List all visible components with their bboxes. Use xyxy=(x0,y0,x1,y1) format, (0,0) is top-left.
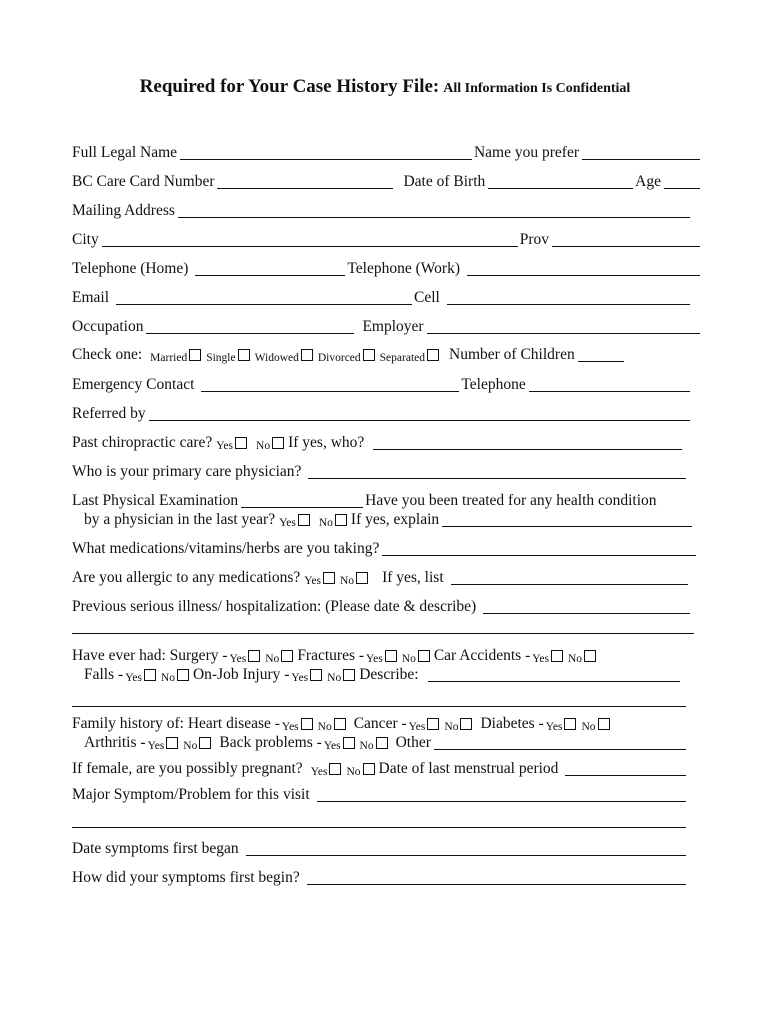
date-symptoms-field[interactable] xyxy=(246,840,686,856)
how-symptoms-field[interactable] xyxy=(307,869,686,885)
label-yes: Yes xyxy=(216,440,234,452)
cancer-yes-checkbox[interactable] xyxy=(427,718,439,730)
row-marital xyxy=(72,342,702,364)
label-last-menstrual: Date of last menstrual period xyxy=(378,760,559,777)
surgery-yes-checkbox[interactable] xyxy=(248,650,260,662)
row-date-symptoms xyxy=(72,836,702,858)
describe-line-2[interactable] xyxy=(72,706,686,707)
label-cancer: Cancer - xyxy=(353,715,407,732)
emergency-contact-field[interactable] xyxy=(201,376,459,392)
row-telephone xyxy=(72,256,702,278)
label-other: Other xyxy=(395,734,431,751)
label-widowed: Widowed xyxy=(254,352,299,364)
age-field[interactable] xyxy=(664,173,700,189)
row-arthritis xyxy=(84,730,702,752)
treated-explain-field[interactable] xyxy=(442,511,692,527)
surgery-no-checkbox[interactable] xyxy=(281,650,293,662)
label-yes: Yes xyxy=(323,740,341,752)
label-dob: Date of Birth xyxy=(403,173,486,190)
label-last-physical: Last Physical Examination xyxy=(72,492,239,509)
label-mailing-address: Mailing Address xyxy=(72,202,175,219)
label-yes: Yes xyxy=(229,653,247,665)
row-treated xyxy=(84,507,702,529)
label-married: Married xyxy=(150,352,188,364)
arthritis-yes-checkbox[interactable] xyxy=(166,737,178,749)
label-single: Single xyxy=(206,352,236,364)
label-cell: Cell xyxy=(414,289,440,306)
diabetes-yes-checkbox[interactable] xyxy=(564,718,576,730)
major-symptom-line-2[interactable] xyxy=(72,827,686,828)
car-accidents-no-checkbox[interactable] xyxy=(584,650,596,662)
diabetes-no-checkbox[interactable] xyxy=(598,718,610,730)
label-prov: Prov xyxy=(519,231,549,248)
label-no: No xyxy=(567,653,583,665)
label-emergency-contact: Emergency Contact xyxy=(72,376,195,393)
label-name-prefer: Name you prefer xyxy=(473,144,579,161)
employer-field[interactable] xyxy=(427,318,700,334)
primary-physician-field[interactable] xyxy=(308,463,686,479)
title-main: Required for Your Case History File: xyxy=(139,76,440,97)
label-no: No xyxy=(401,653,416,665)
mailing-address-field[interactable] xyxy=(178,202,690,218)
car-accidents-yes-checkbox[interactable] xyxy=(551,650,563,662)
separated-checkbox[interactable] xyxy=(427,349,439,361)
label-back-problems: Back problems - xyxy=(219,734,322,751)
allergic-no-checkbox[interactable] xyxy=(356,572,368,584)
emergency-telephone-field[interactable] xyxy=(529,376,690,392)
label-arthritis: Arthritis - xyxy=(84,734,146,751)
label-describe: Describe: xyxy=(359,666,419,683)
fractures-yes-checkbox[interactable] xyxy=(385,650,397,662)
pregnant-yes-checkbox[interactable] xyxy=(329,763,341,775)
back-yes-checkbox[interactable] xyxy=(343,737,355,749)
label-diabetes: Diabetes - xyxy=(480,715,544,732)
label-yes: Yes xyxy=(304,575,321,587)
label-yes: Yes xyxy=(366,653,383,665)
previous-illness-field[interactable] xyxy=(483,598,690,614)
heart-yes-checkbox[interactable] xyxy=(301,718,313,730)
row-pregnant xyxy=(72,756,702,778)
label-yes: Yes xyxy=(310,766,328,778)
row-referred xyxy=(72,401,702,423)
label-separated: Separated xyxy=(379,352,425,364)
label-past-chiro: Past chiropractic care? xyxy=(72,434,213,451)
row-medications xyxy=(72,536,698,558)
label-no: No xyxy=(317,721,332,733)
city-field[interactable] xyxy=(102,231,518,247)
back-no-checkbox[interactable] xyxy=(376,737,388,749)
tel-work-field[interactable] xyxy=(467,260,700,276)
heart-no-checkbox[interactable] xyxy=(334,718,346,730)
referred-by-field[interactable] xyxy=(149,405,690,421)
label-tel-home: Telephone (Home) xyxy=(72,260,189,277)
falls-yes-checkbox[interactable] xyxy=(144,669,156,681)
cancer-no-checkbox[interactable] xyxy=(460,718,472,730)
row-falls xyxy=(84,662,702,684)
row-email xyxy=(72,285,702,307)
label-major-symptom: Major Symptom/Problem for this visit xyxy=(72,786,310,803)
major-symptom-field[interactable] xyxy=(317,786,686,802)
label-previous-illness: Previous serious illness/ hospitalization: (Please date & describe) xyxy=(72,598,477,615)
label-tel-work: Telephone (Work) xyxy=(347,260,461,277)
label-yes: Yes xyxy=(125,672,142,684)
row-previous-illness xyxy=(72,594,702,616)
row-city xyxy=(72,227,702,249)
label-no: No xyxy=(340,575,355,587)
last-menstrual-field[interactable] xyxy=(565,760,686,776)
label-yes: Yes xyxy=(279,517,296,529)
row-care-card xyxy=(72,169,702,191)
label-allergic: Are you allergic to any medications? xyxy=(72,569,301,586)
label-no: No xyxy=(265,653,280,665)
label-no: No xyxy=(581,721,596,733)
label-city: City xyxy=(72,231,99,248)
label-family-history: Family history of: Heart disease - xyxy=(72,715,280,732)
tel-home-field[interactable] xyxy=(195,260,345,276)
row-major-symptom xyxy=(72,782,702,804)
label-yes: Yes xyxy=(147,740,165,752)
row-how-symptoms xyxy=(72,865,702,887)
full-legal-name-field[interactable] xyxy=(180,144,472,160)
label-treated-q1: Have you been treated for any health condition xyxy=(365,492,657,509)
allergic-list-field[interactable] xyxy=(451,569,688,585)
label-no: No xyxy=(160,672,175,684)
label-if-yes-list: If yes, list xyxy=(382,569,444,586)
divorced-checkbox[interactable] xyxy=(363,349,375,361)
label-yes: Yes xyxy=(281,721,299,733)
previous-illness-line-2[interactable] xyxy=(72,633,694,634)
label-treated-q2: by a physician in the last year? xyxy=(84,511,276,528)
row-mailing xyxy=(72,198,702,220)
label-telephone: Telephone xyxy=(461,376,526,393)
fractures-no-checkbox[interactable] xyxy=(418,650,430,662)
label-age: Age xyxy=(635,173,661,190)
label-full-legal-name: Full Legal Name xyxy=(72,144,178,161)
label-primary-physician: Who is your primary care physician? xyxy=(72,463,302,480)
past-chiro-yes-checkbox[interactable] xyxy=(235,437,247,449)
label-if-yes-who: If yes, who? xyxy=(288,434,365,451)
row-name xyxy=(72,140,702,162)
email-field[interactable] xyxy=(116,289,412,305)
name-prefer-field[interactable] xyxy=(582,144,700,160)
prov-field[interactable] xyxy=(552,231,700,247)
last-physical-field[interactable] xyxy=(241,492,363,508)
label-car-accidents: Car Accidents - xyxy=(433,647,531,664)
row-past-chiro xyxy=(72,430,702,452)
label-no: No xyxy=(183,740,198,752)
label-yes: Yes xyxy=(291,672,309,684)
label-date-symptoms: Date symptoms first began xyxy=(72,840,239,857)
label-how-symptoms: How did your symptoms first begin? xyxy=(72,869,300,886)
form-title xyxy=(0,76,770,98)
cell-field[interactable] xyxy=(447,289,690,305)
on-job-no-checkbox[interactable] xyxy=(343,669,355,681)
label-fractures: Fractures - xyxy=(297,647,365,664)
allergic-yes-checkbox[interactable] xyxy=(323,572,335,584)
falls-no-checkbox[interactable] xyxy=(177,669,189,681)
past-chiro-who-field[interactable] xyxy=(373,434,682,450)
label-employer: Employer xyxy=(362,318,424,335)
label-no: No xyxy=(256,440,271,452)
label-yes: Yes xyxy=(545,721,563,733)
other-field[interactable] xyxy=(434,734,686,750)
row-primary-physician xyxy=(72,459,702,481)
row-occupation xyxy=(72,314,702,336)
label-have-ever-had: Have ever had: Surgery - xyxy=(72,647,228,664)
bc-care-card-field[interactable] xyxy=(217,173,393,189)
num-children-field[interactable] xyxy=(578,346,624,362)
label-email: Email xyxy=(72,289,110,306)
label-divorced: Divorced xyxy=(317,352,361,364)
label-no: No xyxy=(359,740,374,752)
label-no: No xyxy=(346,766,361,778)
widowed-checkbox[interactable] xyxy=(301,349,313,361)
on-job-yes-checkbox[interactable] xyxy=(310,669,322,681)
treated-no-checkbox[interactable] xyxy=(335,514,347,526)
label-falls: Falls - xyxy=(84,666,124,683)
row-allergic xyxy=(72,565,702,587)
label-no: No xyxy=(318,517,333,529)
married-checkbox[interactable] xyxy=(189,349,201,361)
label-num-children: Number of Children xyxy=(449,346,575,363)
treated-yes-checkbox[interactable] xyxy=(298,514,310,526)
row-emergency xyxy=(72,372,702,394)
describe-field[interactable] xyxy=(428,666,680,682)
label-medications: What medications/vitamins/herbs are you taking? xyxy=(72,540,380,557)
label-occupation: Occupation xyxy=(72,318,144,335)
label-yes: Yes xyxy=(532,653,549,665)
label-bc-care-card: BC Care Card Number xyxy=(72,173,215,190)
label-no: No xyxy=(444,721,459,733)
label-yes: Yes xyxy=(408,721,426,733)
label-no: No xyxy=(327,672,342,684)
occupation-field[interactable] xyxy=(146,318,354,334)
past-chiro-no-checkbox[interactable] xyxy=(272,437,284,449)
arthritis-no-checkbox[interactable] xyxy=(199,737,211,749)
label-check-one: Check one: xyxy=(72,346,143,363)
label-referred-by: Referred by xyxy=(72,405,146,422)
label-if-yes-explain: If yes, explain xyxy=(350,511,440,528)
title-sub: All Information Is Confidential xyxy=(443,81,631,96)
label-pregnant: If female, are you possibly pregnant? xyxy=(72,760,303,777)
medications-field[interactable] xyxy=(382,540,696,556)
pregnant-no-checkbox[interactable] xyxy=(363,763,375,775)
single-checkbox[interactable] xyxy=(238,349,250,361)
dob-field[interactable] xyxy=(488,173,633,189)
label-on-job: On-Job Injury - xyxy=(192,666,290,683)
